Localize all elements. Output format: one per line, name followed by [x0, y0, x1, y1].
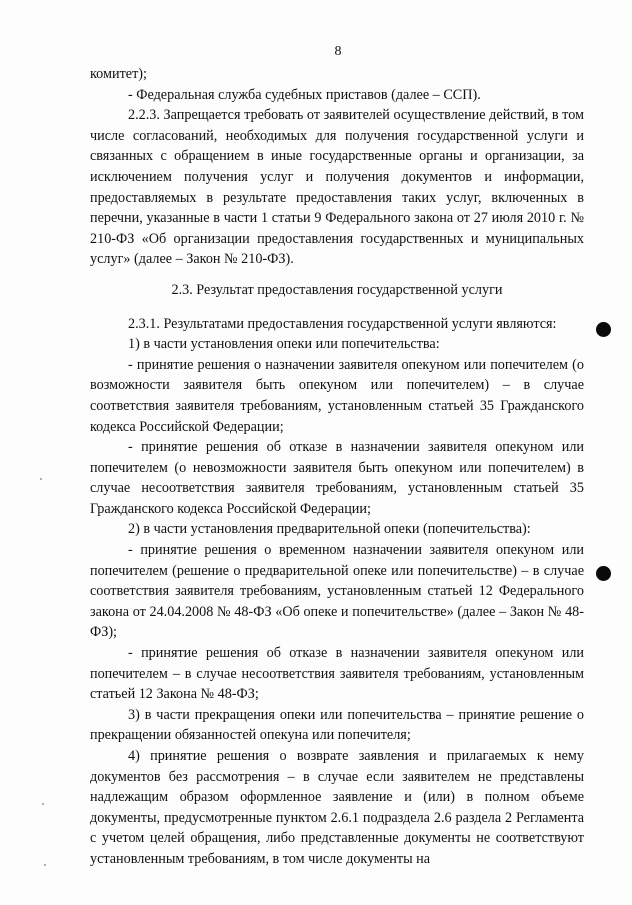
paragraph: 2.3.1. Результатами предоставления государственной услуги являются:	[128, 315, 557, 332]
paragraph: 2.2.3. Запрещается требовать от заявителей осуществление действий, в том числе согласований, необходимых для получения государственной услуги и связанных с обращением в иные государственные органы и организации, за исключением получения услуг и получения документов и информации, предоставляемых в результате предоставления таких услуг, включенных в перечни, указанные в части 1 статьи 9 Федерального закона от 27 июля 2010 г. № 210-ФЗ «Об организации предоставления государственных и муниципальных услуг» (далее – Закон № 210-ФЗ).	[90, 107, 584, 268]
paragraph: 4) принятие решения о возврате заявления и прилагаемых к нему документов без рассмотрения – в случае если заявителем не представлены надлежащим образом оформленное заявление и (или) в полном объеме документы, предусмотренные пунктом 2.6.1 подраздела 2.6 раздела 2 Регламента с учетом целей обращения, либо представленные документы не соответствуют установленным требованиям, в том числе документы на	[90, 748, 584, 867]
scan-speck	[44, 864, 46, 866]
paragraph: - Федеральная служба судебных приставов (далее – ССП).	[128, 86, 481, 103]
binder-hole-mark	[596, 322, 611, 337]
document-body	[90, 64, 584, 870]
paragraph: 3) в части прекращения опеки или попечительства – принятие решение о прекращении обязанностей опекуна или попечителя;	[90, 706, 584, 744]
paragraph: - принятие решения о временном назначении заявителя опекуном или попечителем (решение о предварительной опеке или попечительстве) – в случае соответствия заявителя требованиям, установленным статьей 12 Федерального закона от 24.04.2008 № 48-ФЗ «Об опеке и попечительстве» (далее – Закон № 48-ФЗ);	[90, 542, 584, 641]
section-heading: 2.3. Результат предоставления государственной услуги	[171, 281, 503, 298]
paragraph: - принятие решения о назначении заявителя опекуном или попечителем (о возможности заявителя быть опекуном или попечителем) – в случае соответствия заявителя требованиям, установленным статьей 35 Гражданского кодекса Российской Федерации;	[90, 356, 584, 435]
paragraph: комитет);	[90, 66, 147, 82]
scan-speck	[40, 478, 42, 480]
paragraph: - принятие решения об отказе в назначении заявителя опекуном или попечителем (о невозможности заявителя быть опекуном или попечителем) в случае несоответствия заявителя требованиям, установленным статьей 35 Гражданского кодекса Российской Федерации;	[90, 439, 584, 517]
scan-speck	[42, 803, 44, 805]
paragraph: 2) в части установления предварительной опеки (попечительства):	[128, 521, 531, 538]
paragraph: 1) в части установления опеки или попечительства:	[128, 336, 440, 353]
page-number: 8	[334, 44, 342, 59]
paragraph: - принятие решения об отказе в назначении заявителя опекуном или попечителем – в случае несоответствия заявителя требованиям, установленным статьей 12 Закона № 48-ФЗ;	[90, 645, 584, 703]
binder-hole-mark	[596, 566, 611, 581]
